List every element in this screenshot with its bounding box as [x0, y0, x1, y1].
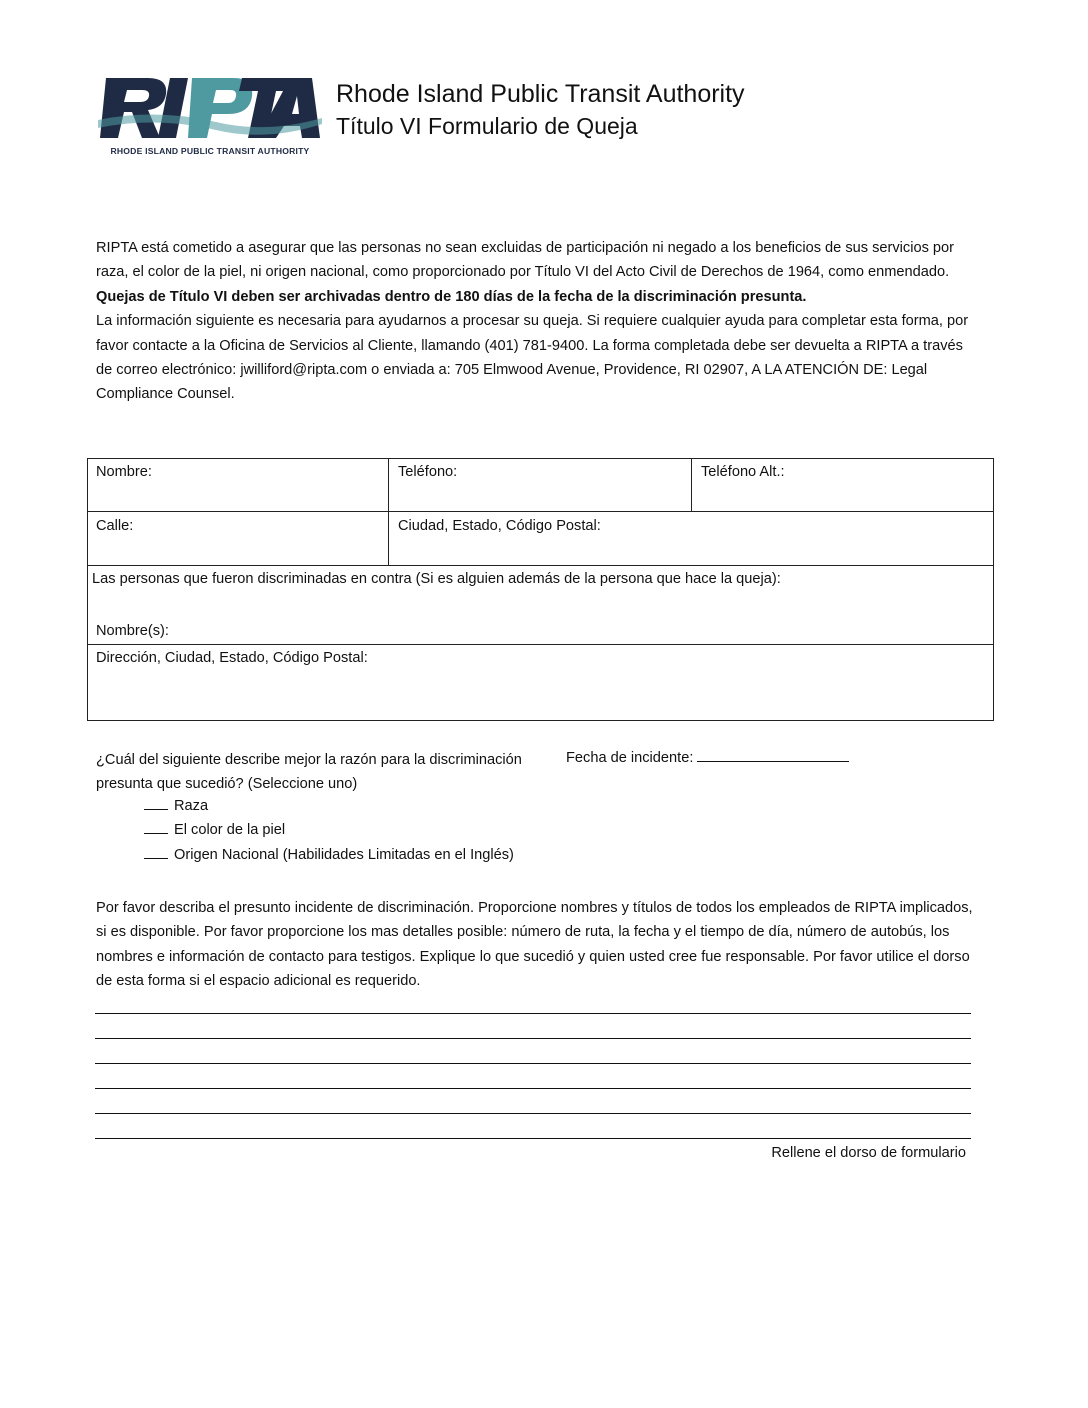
nombres-field[interactable]: Nombre(s):	[96, 623, 169, 639]
option-color-piel[interactable]	[144, 821, 285, 838]
intro-deadline-notice: Quejas de Título VI deben ser archivadas dentro de 180 días de la fecha de la discriminación presunta.	[96, 288, 807, 305]
continue-on-back-note: Rellene el dorso de formulario	[771, 1145, 966, 1161]
option-label: Origen Nacional (Habilidades Limitadas en el Inglés)	[174, 847, 514, 863]
organization-title: Rhode Island Public Transit Authority	[336, 80, 745, 108]
option-checkbox-blank[interactable]	[144, 846, 168, 859]
writing-line[interactable]	[95, 1088, 971, 1089]
form-title: Título VI Formulario de Queja	[336, 113, 638, 139]
option-label: El color de la piel	[174, 822, 286, 838]
option-checkbox-blank[interactable]	[144, 797, 168, 810]
incident-date-label: Fecha de incidente:	[566, 750, 694, 766]
nombre-field[interactable]: Nombre:	[96, 464, 152, 480]
calle-field[interactable]: Calle:	[96, 518, 134, 534]
telefono-field[interactable]: Teléfono:	[398, 464, 458, 480]
table-divider	[88, 565, 993, 566]
intro-paragraph-1	[96, 236, 976, 309]
table-divider	[691, 459, 692, 511]
logo-caption: RHODE ISLAND PUBLIC TRANSIT AUTHORITY	[110, 146, 310, 156]
direccion-field[interactable]: Dirección, Ciudad, Estado, Código Postal:	[96, 650, 368, 666]
intro-paragraph-2: La información siguiente es necesaria para ayudarnos a procesar su queja. Si requiere cualquier ayuda para completar esta forma, por favor contacte a la Oficina de Servicios al Cliente, llamando (401) 781-9400. La forma completada debe ser devuelta a RIPTA a través de correo electrónico: jwilliford@ripta.com o enviada a: 705 Elmwood Avenue, Providence, RI 02907, A LA ATENCIÓN DE: Legal Compliance Counsel.	[96, 313, 969, 403]
ripta-logo	[96, 74, 324, 162]
writing-line[interactable]	[95, 1038, 971, 1039]
incident-description-text: Por favor describa el presunto incidente de discriminación. Proporcione nombres y títulos de todos los empleados de RIPTA implicados, si es disponible. Por favor proporcione los mas detalles posible: número de ruta, la fecha y el tiempo de día, número de autobús, los nombres e información de contacto para testigos. Explique lo que sucedió y quien usted cree fue responsable. Por favor utilice el dorso de esta forma si el espacio adicional es requerido.	[96, 900, 973, 990]
writing-line[interactable]	[95, 1063, 971, 1064]
ripta-logo-graphic	[96, 74, 324, 144]
reason-question: ¿Cuál del siguiente describe mejor la razón para la discriminación presunta que sucedió? (Seleccione uno)	[96, 752, 522, 793]
table-divider	[388, 459, 389, 565]
ciudad-estado-cp-field[interactable]: Ciudad, Estado, Código Postal:	[398, 518, 601, 534]
option-checkbox-blank[interactable]	[144, 821, 168, 834]
incident-date-field[interactable]	[566, 748, 849, 766]
option-label: Raza	[174, 798, 209, 814]
option-raza[interactable]	[144, 797, 208, 814]
telefono-alt-field[interactable]: Teléfono Alt.:	[701, 464, 785, 480]
incident-description-instructions	[96, 896, 976, 994]
table-divider	[88, 644, 993, 645]
incident-date-blank[interactable]	[697, 748, 849, 762]
intro-text	[96, 236, 976, 407]
writing-line[interactable]	[95, 1113, 971, 1114]
discriminated-persons-heading: Las personas que fueron discriminadas en contra (Si es alguien además de la persona que hace la queja):	[92, 571, 781, 587]
table-divider	[88, 511, 993, 512]
intro-paragraph-1-text: RIPTA está cometido a asegurar que las personas no sean excluidas de participación ni negado a los beneficios de sus servicios por raza, el color de la piel, ni origen nacional, como proporcionado por Título VI del Acto Civil de Derechos de 1964, como enmendado.	[96, 240, 955, 281]
writing-line[interactable]	[95, 1138, 971, 1139]
option-origen-nacional[interactable]	[144, 846, 514, 863]
writing-line[interactable]	[95, 1013, 971, 1014]
contact-info-table	[87, 458, 994, 721]
